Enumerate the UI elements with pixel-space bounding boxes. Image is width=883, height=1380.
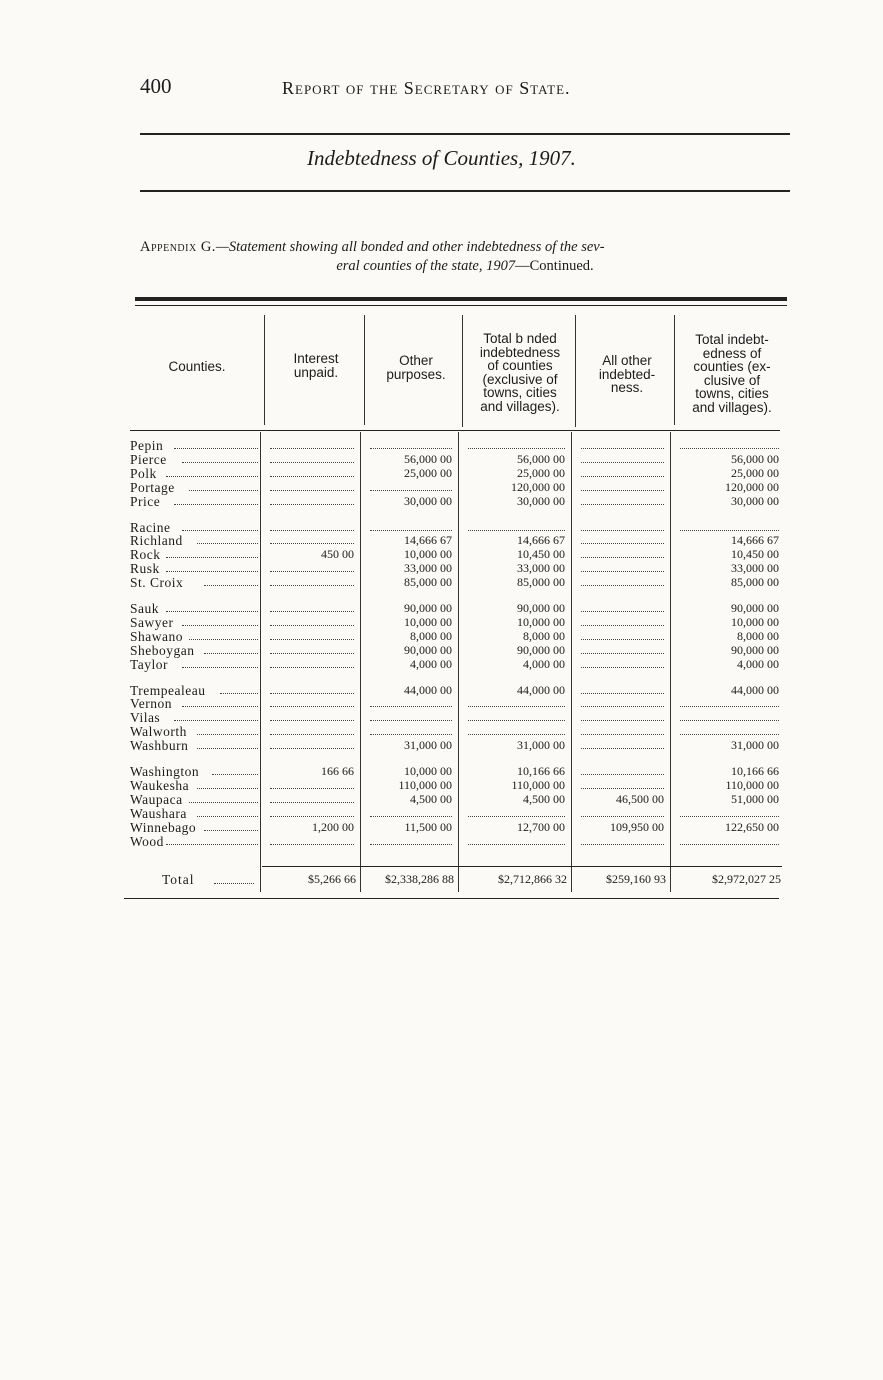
empty-cell-dots (370, 447, 452, 449)
cell-total: 30,000 00 (731, 493, 779, 508)
empty-cell-dots (270, 570, 354, 572)
empty-cell-dots (270, 475, 354, 477)
cell-total: 51,000 00 (731, 791, 779, 806)
empty-cell-dots (468, 529, 565, 531)
column-divider (462, 315, 463, 427)
column-divider (360, 432, 361, 892)
county-name: Racine (130, 519, 171, 535)
cell-bonded: 31,000 00 (517, 738, 565, 753)
running-head: Report of the Secretary of State. (282, 78, 571, 98)
empty-cell-dots (581, 556, 664, 558)
leader-dots (197, 815, 258, 817)
empty-cell-dots (581, 705, 664, 707)
cell-total: 31,000 00 (731, 738, 779, 753)
empty-cell-dots (468, 843, 565, 845)
cell-all-other: 46,500 00 (616, 791, 664, 806)
empty-cell-dots (370, 843, 452, 845)
county-name: Waupaca (130, 791, 183, 807)
cell-other: 33,000 00 (404, 561, 452, 576)
leader-dots (204, 584, 258, 586)
cell-other: 90,000 00 (404, 601, 452, 615)
cell-other: 110,000 00 (398, 777, 452, 792)
leader-dots (182, 529, 258, 531)
empty-cell-dots (270, 733, 354, 735)
cell-other: 44,000 00 (404, 682, 452, 697)
cell-other: 10,000 00 (404, 764, 452, 778)
empty-cell-dots (270, 489, 354, 491)
column-divider (575, 315, 576, 427)
empty-cell-dots (581, 489, 664, 491)
empty-cell-dots (468, 447, 565, 449)
empty-cell-dots (581, 719, 664, 721)
cell-bonded: 10,450 00 (517, 547, 565, 562)
county-name: Wood (130, 833, 164, 849)
cell-bonded: 85,000 00 (517, 575, 565, 590)
empty-cell-dots (270, 787, 354, 789)
empty-cell-dots (468, 719, 565, 721)
empty-cell-dots (270, 815, 354, 817)
leader-dots (174, 719, 258, 721)
leader-dots (166, 843, 258, 845)
cell-total: 120,000 00 (725, 479, 779, 494)
leader-dots (166, 570, 258, 572)
leader-dots (197, 733, 258, 735)
total-all-other: $259,160 93 (606, 872, 666, 886)
total-top-rule (262, 866, 782, 867)
empty-cell-dots (581, 475, 664, 477)
column-divider (670, 432, 671, 892)
cell-bonded: 44,000 00 (517, 682, 565, 697)
empty-cell-dots (270, 529, 354, 531)
empty-cell-dots (370, 705, 452, 707)
leader-dots (204, 829, 258, 831)
total-interest: $5,266 66 (308, 872, 356, 886)
empty-cell-dots (680, 733, 779, 735)
empty-cell-dots (581, 584, 664, 586)
column-header: Interest unpaid. (293, 351, 339, 380)
empty-cell-dots (581, 747, 664, 749)
county-name: Price (130, 493, 161, 509)
leader-dots (174, 447, 258, 449)
header-rule-bottom (140, 190, 790, 192)
column-divider (364, 315, 365, 425)
empty-cell-dots (581, 733, 664, 735)
county-name: Rock (130, 547, 161, 563)
empty-cell-dots (270, 624, 354, 626)
cell-total: 14,666 67 (731, 533, 779, 548)
page-number: 400 (140, 74, 172, 98)
cell-other: 10,000 00 (404, 547, 452, 562)
empty-cell-dots (581, 787, 664, 789)
table-bottom-rule (124, 898, 779, 899)
cell-total: 4,000 00 (737, 656, 779, 671)
cell-interest: 166 66 (321, 764, 354, 778)
total-bonded: $2,712,866 32 (498, 872, 567, 886)
cell-bonded: 8,000 00 (523, 628, 565, 643)
empty-cell-dots (370, 815, 452, 817)
caption-lead: Appendix G. (140, 239, 216, 255)
county-name: Washburn (130, 738, 189, 754)
empty-cell-dots (581, 843, 664, 845)
empty-cell-dots (581, 815, 664, 817)
empty-cell-dots (270, 666, 354, 668)
empty-cell-dots (680, 719, 779, 721)
cell-bonded: 120,000 00 (511, 479, 565, 494)
cell-other: 90,000 00 (404, 642, 452, 657)
cell-other: 4,000 00 (410, 656, 452, 671)
cell-total: 10,450 00 (731, 547, 779, 562)
leader-dots (166, 610, 258, 612)
appendix-caption (140, 238, 790, 276)
leader-dots (204, 652, 258, 654)
cell-interest: 1,200 00 (312, 819, 354, 834)
leader-dots (174, 503, 258, 505)
leader-dots (197, 787, 258, 789)
cell-total: 25,000 00 (731, 465, 779, 480)
cell-other: 25,000 00 (404, 465, 452, 480)
county-name: Shawano (130, 628, 183, 644)
empty-cell-dots (581, 773, 664, 775)
empty-cell-dots (581, 461, 664, 463)
empty-cell-dots (581, 624, 664, 626)
leader-dots (189, 638, 258, 640)
column-header: Counties. (168, 359, 226, 374)
cell-other: 31,000 00 (404, 738, 452, 753)
cell-all-other: 109,950 00 (610, 819, 664, 834)
cell-other: 4,500 00 (410, 791, 452, 806)
cell-total: 110,000 00 (725, 777, 779, 792)
county-name: Vilas (130, 710, 161, 726)
table-top-rule-thick (135, 297, 787, 301)
county-name: Richland (130, 533, 183, 549)
cell-bonded: 90,000 00 (517, 642, 565, 657)
county-name: Winnebago (130, 819, 197, 835)
cell-bonded: 4,000 00 (523, 656, 565, 671)
cell-total: 33,000 00 (731, 561, 779, 576)
empty-cell-dots (270, 747, 354, 749)
leader-dots (189, 801, 258, 803)
county-name: Polk (130, 465, 157, 481)
county-name: Washington (130, 764, 200, 779)
cell-total: 10,166 66 (731, 764, 779, 778)
cell-bonded: 56,000 00 (517, 451, 565, 466)
cell-bonded: 14,666 67 (517, 533, 565, 548)
empty-cell-dots (581, 638, 664, 640)
empty-cell-dots (270, 610, 354, 612)
empty-cell-dots (581, 666, 664, 668)
cell-other: 30,000 00 (404, 493, 452, 508)
empty-cell-dots (680, 529, 779, 531)
cell-bonded: 30,000 00 (517, 493, 565, 508)
leader-dots (197, 747, 258, 749)
empty-cell-dots (270, 542, 354, 544)
leader-dots (166, 475, 258, 477)
column-header: Total indebt- edness of counties (ex- clusive of towns, cities and villages). (692, 332, 772, 415)
leader-dots (182, 461, 258, 463)
empty-cell-dots (270, 584, 354, 586)
county-name: Vernon (130, 696, 172, 712)
leader-dots (182, 624, 258, 626)
county-name: Trempealeau (130, 682, 206, 698)
cell-total: 10,000 00 (731, 614, 779, 629)
empty-cell-dots (270, 843, 354, 845)
empty-cell-dots (270, 447, 354, 449)
caption-suffix: —Continued. (515, 258, 594, 274)
caption-italic-2: eral counties of the state, 1907 (336, 258, 516, 274)
empty-cell-dots (270, 461, 354, 463)
cell-total: 122,650 00 (725, 819, 779, 834)
column-divider (674, 315, 675, 425)
cell-bonded: 110,000 00 (511, 777, 565, 792)
column-header: All other indebted- ness. (598, 353, 656, 395)
empty-cell-dots (370, 719, 452, 721)
empty-cell-dots (581, 652, 664, 654)
empty-cell-dots (370, 489, 452, 491)
leader-dots (166, 556, 258, 558)
section-title: Indebtedness of Counties, 1907. (307, 146, 576, 170)
empty-cell-dots (468, 815, 565, 817)
column-divider (458, 432, 459, 892)
county-name: Sawyer (130, 614, 174, 630)
empty-cell-dots (270, 705, 354, 707)
county-name: St. Croix (130, 575, 184, 591)
cell-other: 14,666 67 (404, 533, 452, 548)
empty-cell-dots (468, 705, 565, 707)
empty-cell-dots (468, 733, 565, 735)
total-other: $2,338,286 88 (385, 872, 454, 886)
leader-dots (220, 692, 258, 694)
caption-italic-1: —Statement showing all bonded and other indebtedness of the sev- (215, 239, 605, 255)
cell-total: 44,000 00 (731, 682, 779, 697)
cell-total: 90,000 00 (731, 642, 779, 657)
empty-cell-dots (270, 719, 354, 721)
empty-cell-dots (270, 638, 354, 640)
empty-cell-dots (581, 542, 664, 544)
empty-cell-dots (581, 610, 664, 612)
leader-dots (212, 773, 258, 775)
cell-bonded: 12,700 00 (517, 819, 565, 834)
leader-dots (182, 666, 258, 668)
empty-cell-dots (270, 503, 354, 505)
empty-cell-dots (270, 801, 354, 803)
cell-total: 85,000 00 (731, 575, 779, 590)
header-bottom-rule (130, 430, 780, 431)
leader-dots (197, 542, 258, 544)
total-label: Total (162, 872, 195, 887)
cell-bonded: 25,000 00 (517, 465, 565, 480)
county-name: Pepin (130, 438, 164, 453)
cell-total: 56,000 00 (731, 451, 779, 466)
county-name: Walworth (130, 724, 187, 740)
empty-cell-dots (581, 570, 664, 572)
column-header: Other purposes. (386, 353, 446, 382)
leader-dots (182, 705, 258, 707)
empty-cell-dots (581, 529, 664, 531)
leader-dots (189, 489, 258, 491)
cell-bonded: 33,000 00 (517, 561, 565, 576)
county-name: Waukesha (130, 777, 190, 793)
empty-cell-dots (370, 529, 452, 531)
empty-cell-dots (270, 692, 354, 694)
empty-cell-dots (270, 652, 354, 654)
empty-cell-dots (680, 843, 779, 845)
cell-other: 8,000 00 (410, 628, 452, 643)
cell-other: 11,500 00 (404, 819, 452, 834)
county-name: Sheboygan (130, 642, 195, 658)
column-divider (260, 432, 261, 892)
cell-bonded: 4,500 00 (523, 791, 565, 806)
cell-other: 85,000 00 (404, 575, 452, 590)
county-name: Pierce (130, 451, 167, 467)
empty-cell-dots (680, 447, 779, 449)
county-name: Waushara (130, 805, 187, 821)
county-name: Taylor (130, 656, 169, 672)
cell-total: 90,000 00 (731, 601, 779, 615)
cell-bonded: 90,000 00 (517, 601, 565, 615)
cell-bonded: 10,166 66 (517, 764, 565, 778)
column-header: Total b nded indebtedness of counties (exclusive of towns, cities and villages). (479, 331, 561, 414)
leader-dots (214, 882, 254, 884)
county-name: Portage (130, 479, 175, 495)
empty-cell-dots (370, 733, 452, 735)
cell-other: 10,000 00 (404, 614, 452, 629)
empty-cell-dots (680, 815, 779, 817)
cell-total: 8,000 00 (737, 628, 779, 643)
header-rule-top (140, 133, 790, 135)
empty-cell-dots (581, 447, 664, 449)
county-name: Rusk (130, 561, 160, 577)
empty-cell-dots (581, 503, 664, 505)
column-divider (571, 432, 572, 892)
cell-bonded: 10,000 00 (517, 614, 565, 629)
table-top-rule-thin (135, 305, 787, 306)
county-name: Sauk (130, 601, 159, 616)
empty-cell-dots (680, 705, 779, 707)
empty-cell-dots (581, 692, 664, 694)
total-total: $2,972,027 25 (712, 872, 781, 886)
cell-other: 56,000 00 (404, 451, 452, 466)
column-divider (264, 315, 265, 425)
cell-interest: 450 00 (321, 547, 354, 562)
